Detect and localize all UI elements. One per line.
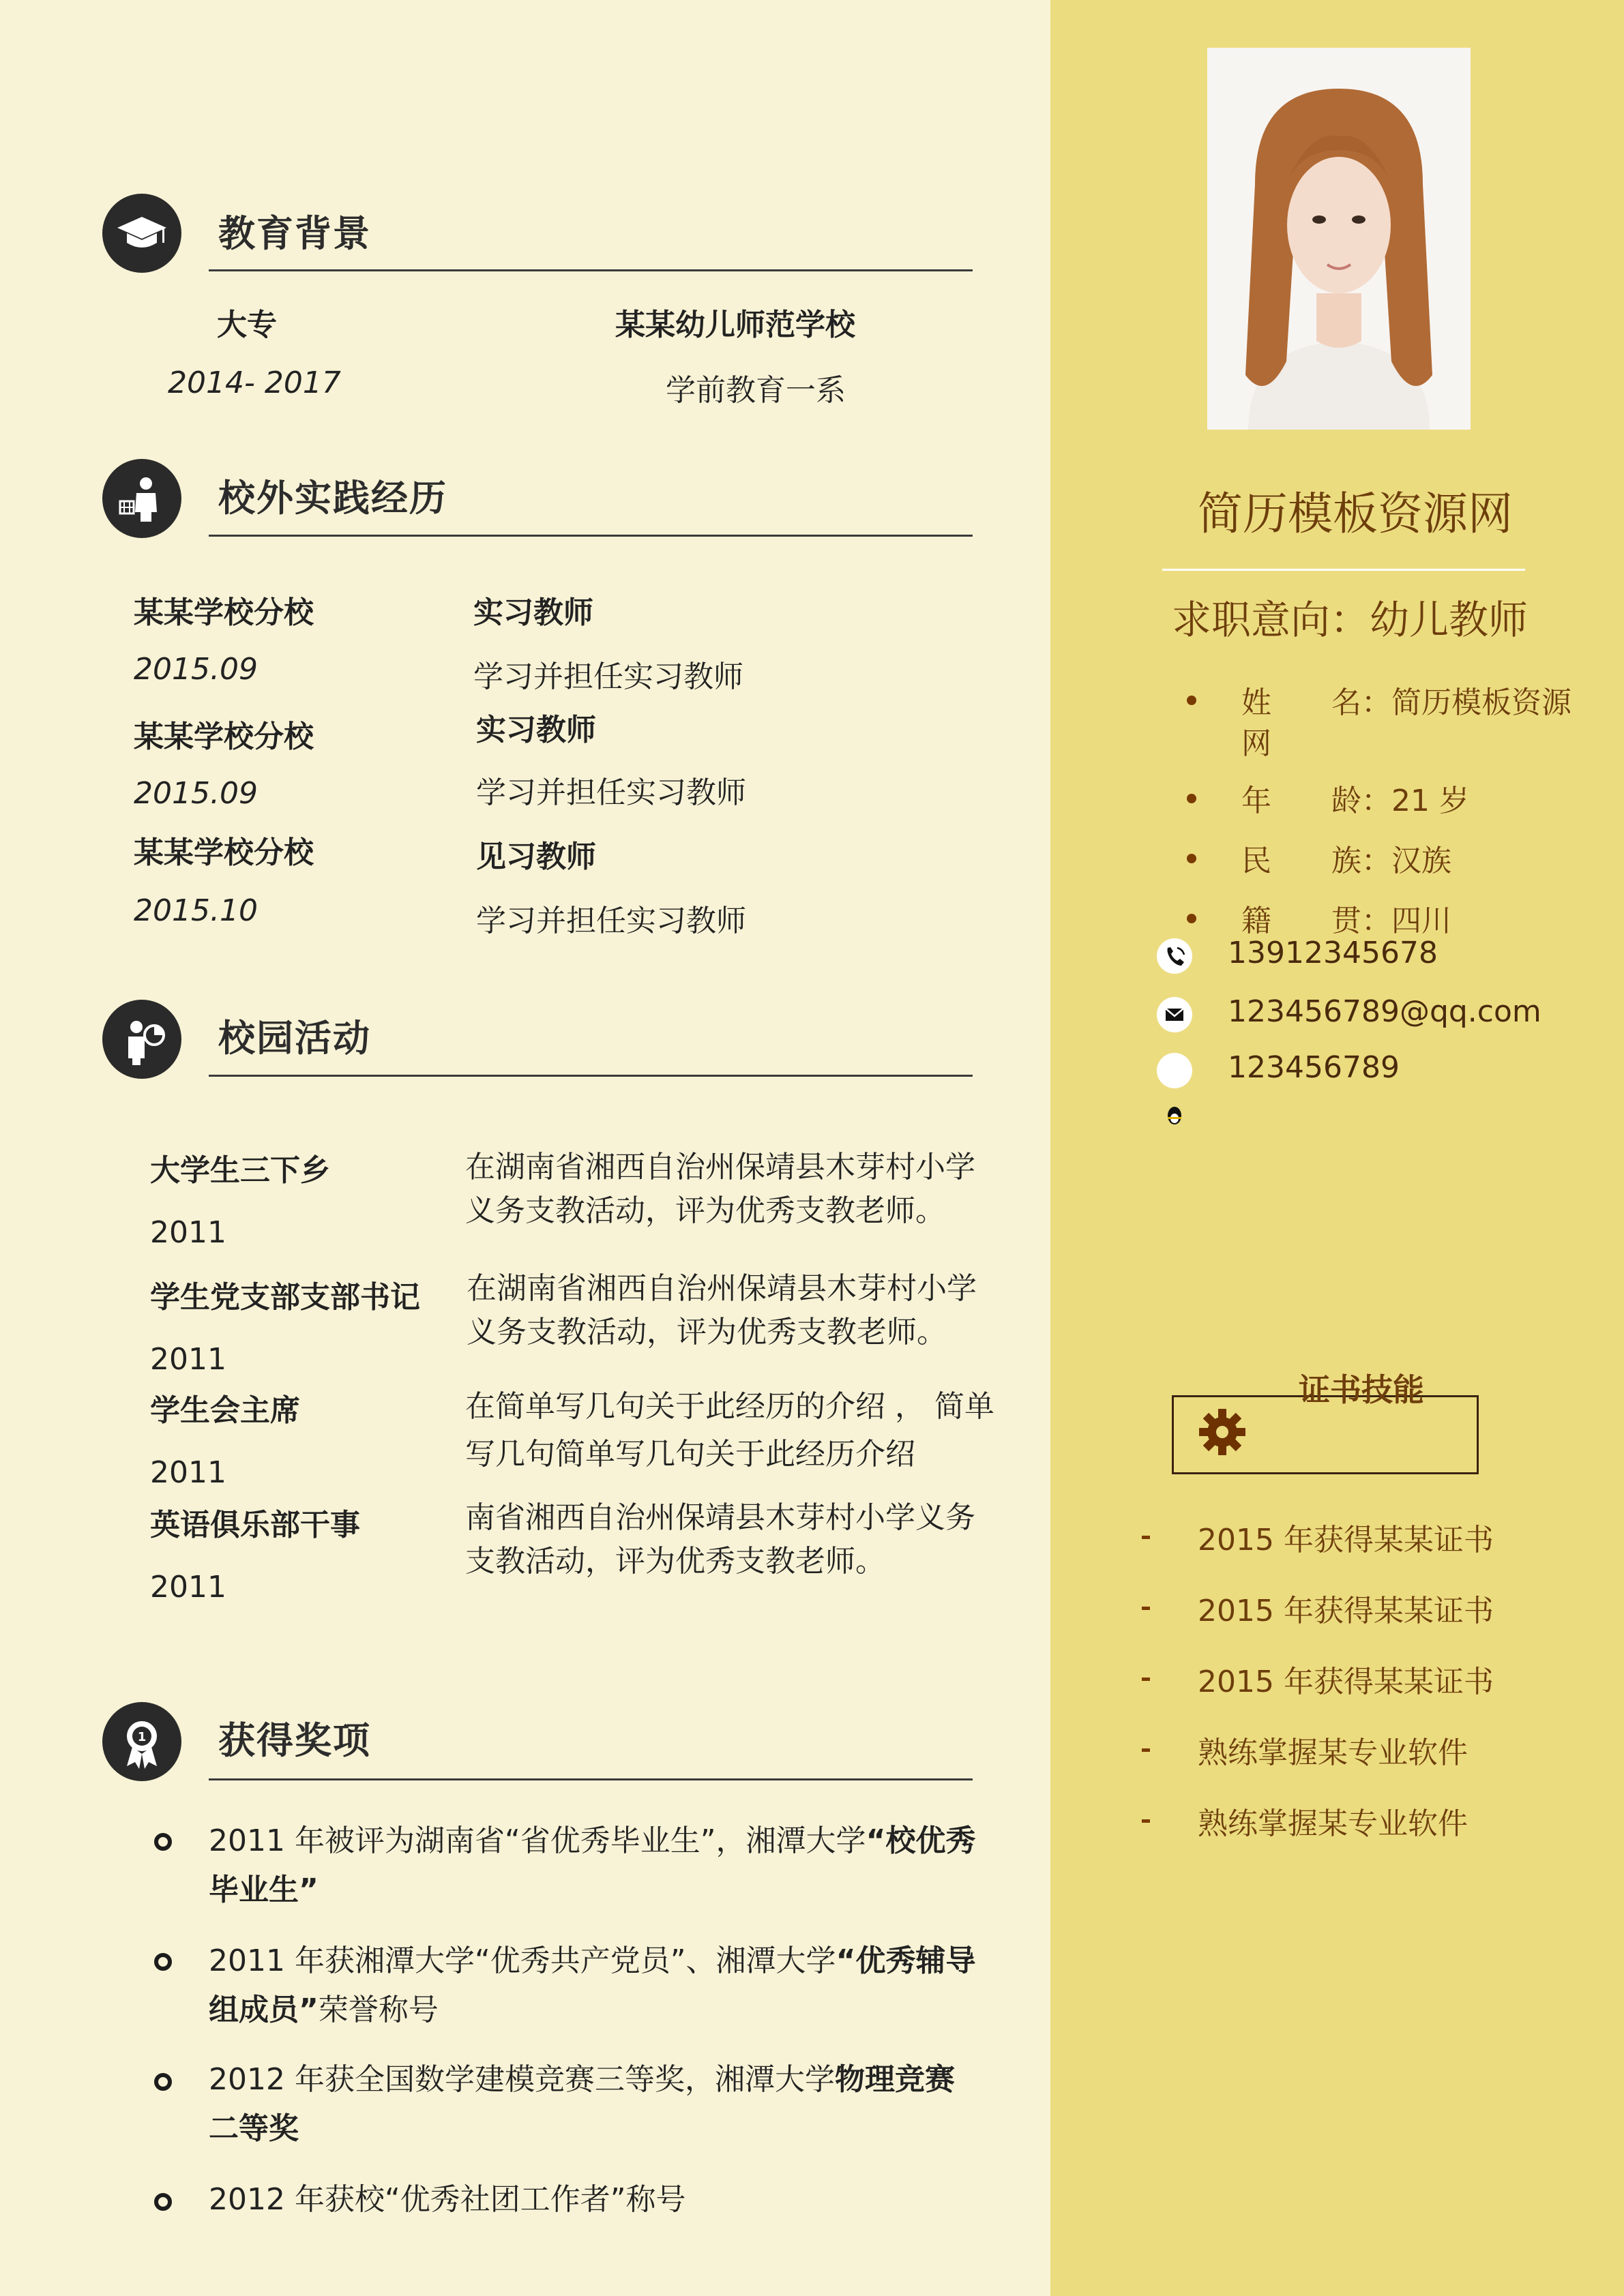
award-highlight: “优秀辅导组成员” [209, 1943, 976, 2027]
skill-item: 2015 年获得某某证书 [1198, 1523, 1494, 1557]
award-text: 2012 年获全国数学建模竞赛三等奖，湘潭大学 [209, 2062, 835, 2097]
education-department: 学前教育一系 [666, 373, 846, 408]
info-row-clipped [1160, 893, 1569, 938]
practice-desc: 学习并担任实习教师 [473, 659, 743, 694]
activity-year: 2011 [150, 1455, 226, 1490]
activity-desc-line: 义务支教活动，评为优秀支教老师。 [467, 1315, 947, 1350]
award-item [209, 2175, 979, 2224]
teacher-icon [102, 459, 181, 538]
award-text-tail: 荣誉称号 [318, 1993, 439, 2027]
award-item [209, 1937, 979, 2035]
activity-year: 2011 [150, 1570, 226, 1605]
info-bullet [1187, 794, 1196, 803]
info-bullet [1187, 854, 1196, 863]
education-degree: 大专 [217, 308, 277, 342]
skills-title: 证书技能 [1299, 1371, 1424, 1408]
phone-icon [1157, 938, 1192, 974]
award-highlight: “校优秀毕业生” [209, 1823, 976, 1907]
activity-name: 学生会主席 [150, 1393, 300, 1428]
svg-text:1: 1 [137, 1730, 147, 1744]
award-bullet [154, 1833, 172, 1851]
practice-org: 某某学校分校 [134, 595, 314, 630]
profile-photo [1207, 48, 1471, 430]
info-value: 四川 [1391, 904, 1451, 938]
practice-divider [209, 535, 973, 537]
phone-number: 13912345678 [1228, 936, 1438, 970]
activity-desc [465, 1496, 975, 1583]
qq-badge-icon [1157, 1053, 1192, 1088]
activity-year: 2011 [150, 1215, 226, 1250]
info-key: 籍 [1241, 904, 1271, 938]
campus-activity-icon [102, 1000, 181, 1079]
practice-org: 某某学校分校 [134, 835, 314, 870]
award-highlight: 物理竞赛二等奖 [209, 2062, 955, 2146]
job-objective: 求职意向：幼儿教师 [1172, 597, 1529, 643]
activity-desc-line: 支教活动，评为优秀支教老师。 [465, 1544, 885, 1579]
activity-desc [465, 1383, 994, 1478]
practice-desc: 学习并担任实习教师 [476, 904, 746, 938]
gear-icon [1195, 1405, 1250, 1459]
info-bullet [1187, 696, 1196, 705]
activity-desc-line: 义务支教活动，评为优秀支教老师。 [465, 1193, 945, 1228]
skill-bullet [1142, 1536, 1150, 1539]
qq-penguin-icon [1162, 1103, 1187, 1128]
info-key: 贯： [1331, 904, 1391, 938]
practice-role: 见习教师 [476, 839, 596, 874]
activity-name: 英语俱乐部干事 [150, 1508, 360, 1542]
awards-title: 获得奖项 [218, 1719, 371, 1762]
award-text: 2011 年获湘潭大学“优秀共产党员”、湘潭大学 [209, 1943, 836, 1978]
skill-item: 2015 年获得某某证书 [1198, 1665, 1494, 1699]
info-key: 名： [1331, 685, 1391, 720]
activity-desc-line: 在湖南省湘西自治州保靖县木芽村小学 [465, 1150, 975, 1184]
info-key: 姓 [1241, 685, 1271, 720]
activity-desc [467, 1267, 977, 1354]
skill-item: 熟练掌握某专业软件 [1198, 1806, 1468, 1841]
skill-item: 2015 年获得某某证书 [1198, 1594, 1494, 1628]
practice-role: 实习教师 [473, 595, 593, 630]
award-bullet [154, 2073, 172, 2091]
skill-bullet [1142, 1678, 1150, 1681]
activity-desc [465, 1146, 975, 1233]
practice-title: 校外实践经历 [218, 477, 447, 520]
award-bullet [154, 2193, 172, 2211]
info-value: 21 岁 [1391, 784, 1469, 818]
info-key: 民 [1241, 844, 1271, 878]
email-icon [1157, 997, 1192, 1032]
activity-desc-line: 在简单写几句关于此经历的介绍 ， 简单 [465, 1389, 994, 1424]
skill-bullet [1142, 1748, 1150, 1752]
education-school: 某某幼儿师范学校 [615, 308, 855, 342]
info-value: 简历模板资源 [1391, 685, 1571, 720]
activity-name: 学生党支部支部书记 [150, 1280, 420, 1315]
info-value-wrap: 网 [1241, 726, 1271, 761]
practice-role: 实习教师 [476, 713, 596, 747]
award-text: 2012 年获校“优秀社团工作者”称号 [209, 2182, 686, 2217]
skill-bullet [1142, 1819, 1150, 1823]
award-bullet [154, 1953, 172, 1971]
education-title: 教育背景 [218, 212, 371, 255]
activity-desc-line: 南省湘西自治州保靖县木芽村小学义务 [465, 1500, 975, 1535]
practice-date: 2015.09 [134, 776, 258, 811]
name-divider [1162, 569, 1525, 571]
activity-name: 大学生三下乡 [150, 1153, 330, 1188]
campus-title: 校园活动 [218, 1017, 371, 1060]
info-key: 年 [1241, 784, 1271, 818]
info-key: 龄： [1331, 784, 1391, 818]
activity-desc-line: 写几句简单写几句关于此经历介绍 [465, 1437, 915, 1472]
qq-number: 123456789 [1228, 1050, 1400, 1085]
education-divider [209, 269, 973, 271]
profile-name: 简历模板资源网 [1198, 488, 1513, 540]
activity-desc-line: 在湖南省湘西自治州保靖县木芽村小学 [467, 1271, 977, 1306]
education-period: 2014- 2017 [168, 366, 341, 400]
award-item [209, 2055, 979, 2153]
graduation-cap-icon [102, 194, 181, 273]
email-address: 123456789@qq.com [1228, 994, 1541, 1029]
skill-bullet [1142, 1607, 1150, 1610]
activity-year: 2011 [150, 1342, 226, 1377]
award-medal-icon [102, 1702, 181, 1781]
award-text: 2011 年被评为湖南省“省优秀毕业生”，湘潭大学 [209, 1823, 866, 1858]
practice-desc: 学习并担任实习教师 [476, 775, 746, 810]
practice-date: 2015.10 [134, 893, 258, 928]
awards-divider [209, 1778, 973, 1780]
info-value: 汉族 [1391, 844, 1451, 878]
campus-divider [209, 1075, 973, 1077]
award-item [209, 1817, 979, 1915]
practice-date: 2015.09 [134, 652, 258, 687]
skill-item: 熟练掌握某专业软件 [1198, 1735, 1468, 1770]
info-key: 族： [1331, 844, 1391, 878]
practice-org: 某某学校分校 [134, 719, 314, 754]
info-bullet [1187, 914, 1196, 923]
